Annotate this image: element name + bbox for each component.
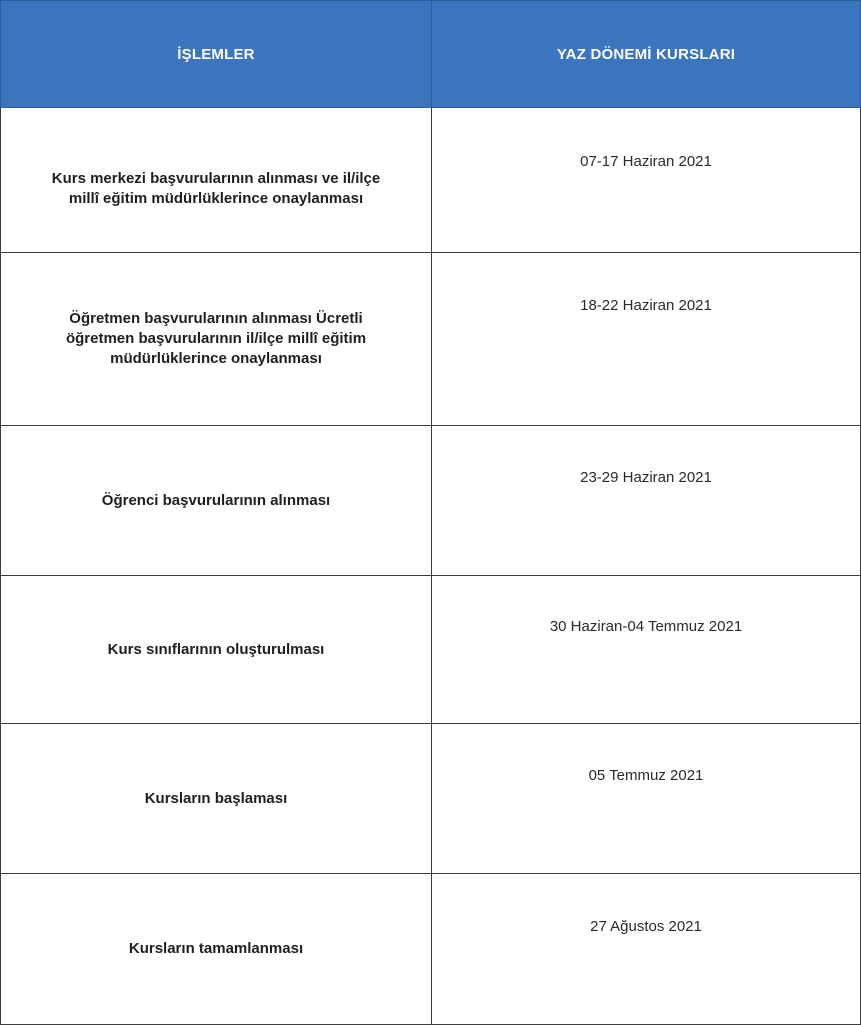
- table-row: [1, 724, 861, 874]
- task-cell: [1, 724, 432, 874]
- date-cell: 27 Ağustos 2021: [432, 874, 861, 1025]
- date-cell: 18-22 Haziran 2021: [432, 253, 861, 426]
- date-cell: 30 Haziran-04 Temmuz 2021: [432, 576, 861, 724]
- task-cell: [1, 874, 432, 1025]
- task-text-line: Öğrenci başvurularının alınması: [101, 491, 331, 509]
- task-text-line: öğretmen başvurularının il/ilçe millî eğitim: [65, 330, 367, 347]
- task-text-line: Kurs merkezi başvurularının alınması ve il/ilçe: [51, 170, 381, 187]
- task-cell: [1, 426, 432, 576]
- table-row: [1, 874, 861, 1025]
- header-yaz-donemi-kurslari: YAZ DÖNEMİ KURSLARI: [432, 1, 861, 108]
- date-cell: 07-17 Haziran 2021: [432, 108, 861, 253]
- task-cell: [1, 108, 432, 253]
- header-islemler: İŞLEMLER: [1, 1, 432, 108]
- task-text-line: müdürlüklerince onaylanması: [110, 350, 322, 367]
- table-row: [1, 253, 861, 426]
- task-text-line: millî eğitim müdürlüklerince onaylanması: [68, 190, 364, 207]
- task-text-line: Öğretmen başvurularının alınması Ücretli: [69, 310, 363, 327]
- task-cell: [1, 576, 432, 724]
- date-cell: 23-29 Haziran 2021: [432, 426, 861, 576]
- date-cell: 05 Temmuz 2021: [432, 724, 861, 874]
- table-row: [1, 576, 861, 724]
- task-text-line: Kurs sınıflarının oluşturulması: [107, 640, 325, 658]
- task-text-line: Kursların başlaması: [144, 789, 288, 807]
- task-text-line: Kursların tamamlanması: [128, 940, 304, 957]
- table-header-row: [1, 1, 861, 108]
- task-cell: [1, 253, 432, 426]
- table-row: [1, 426, 861, 576]
- table-row: [1, 108, 861, 253]
